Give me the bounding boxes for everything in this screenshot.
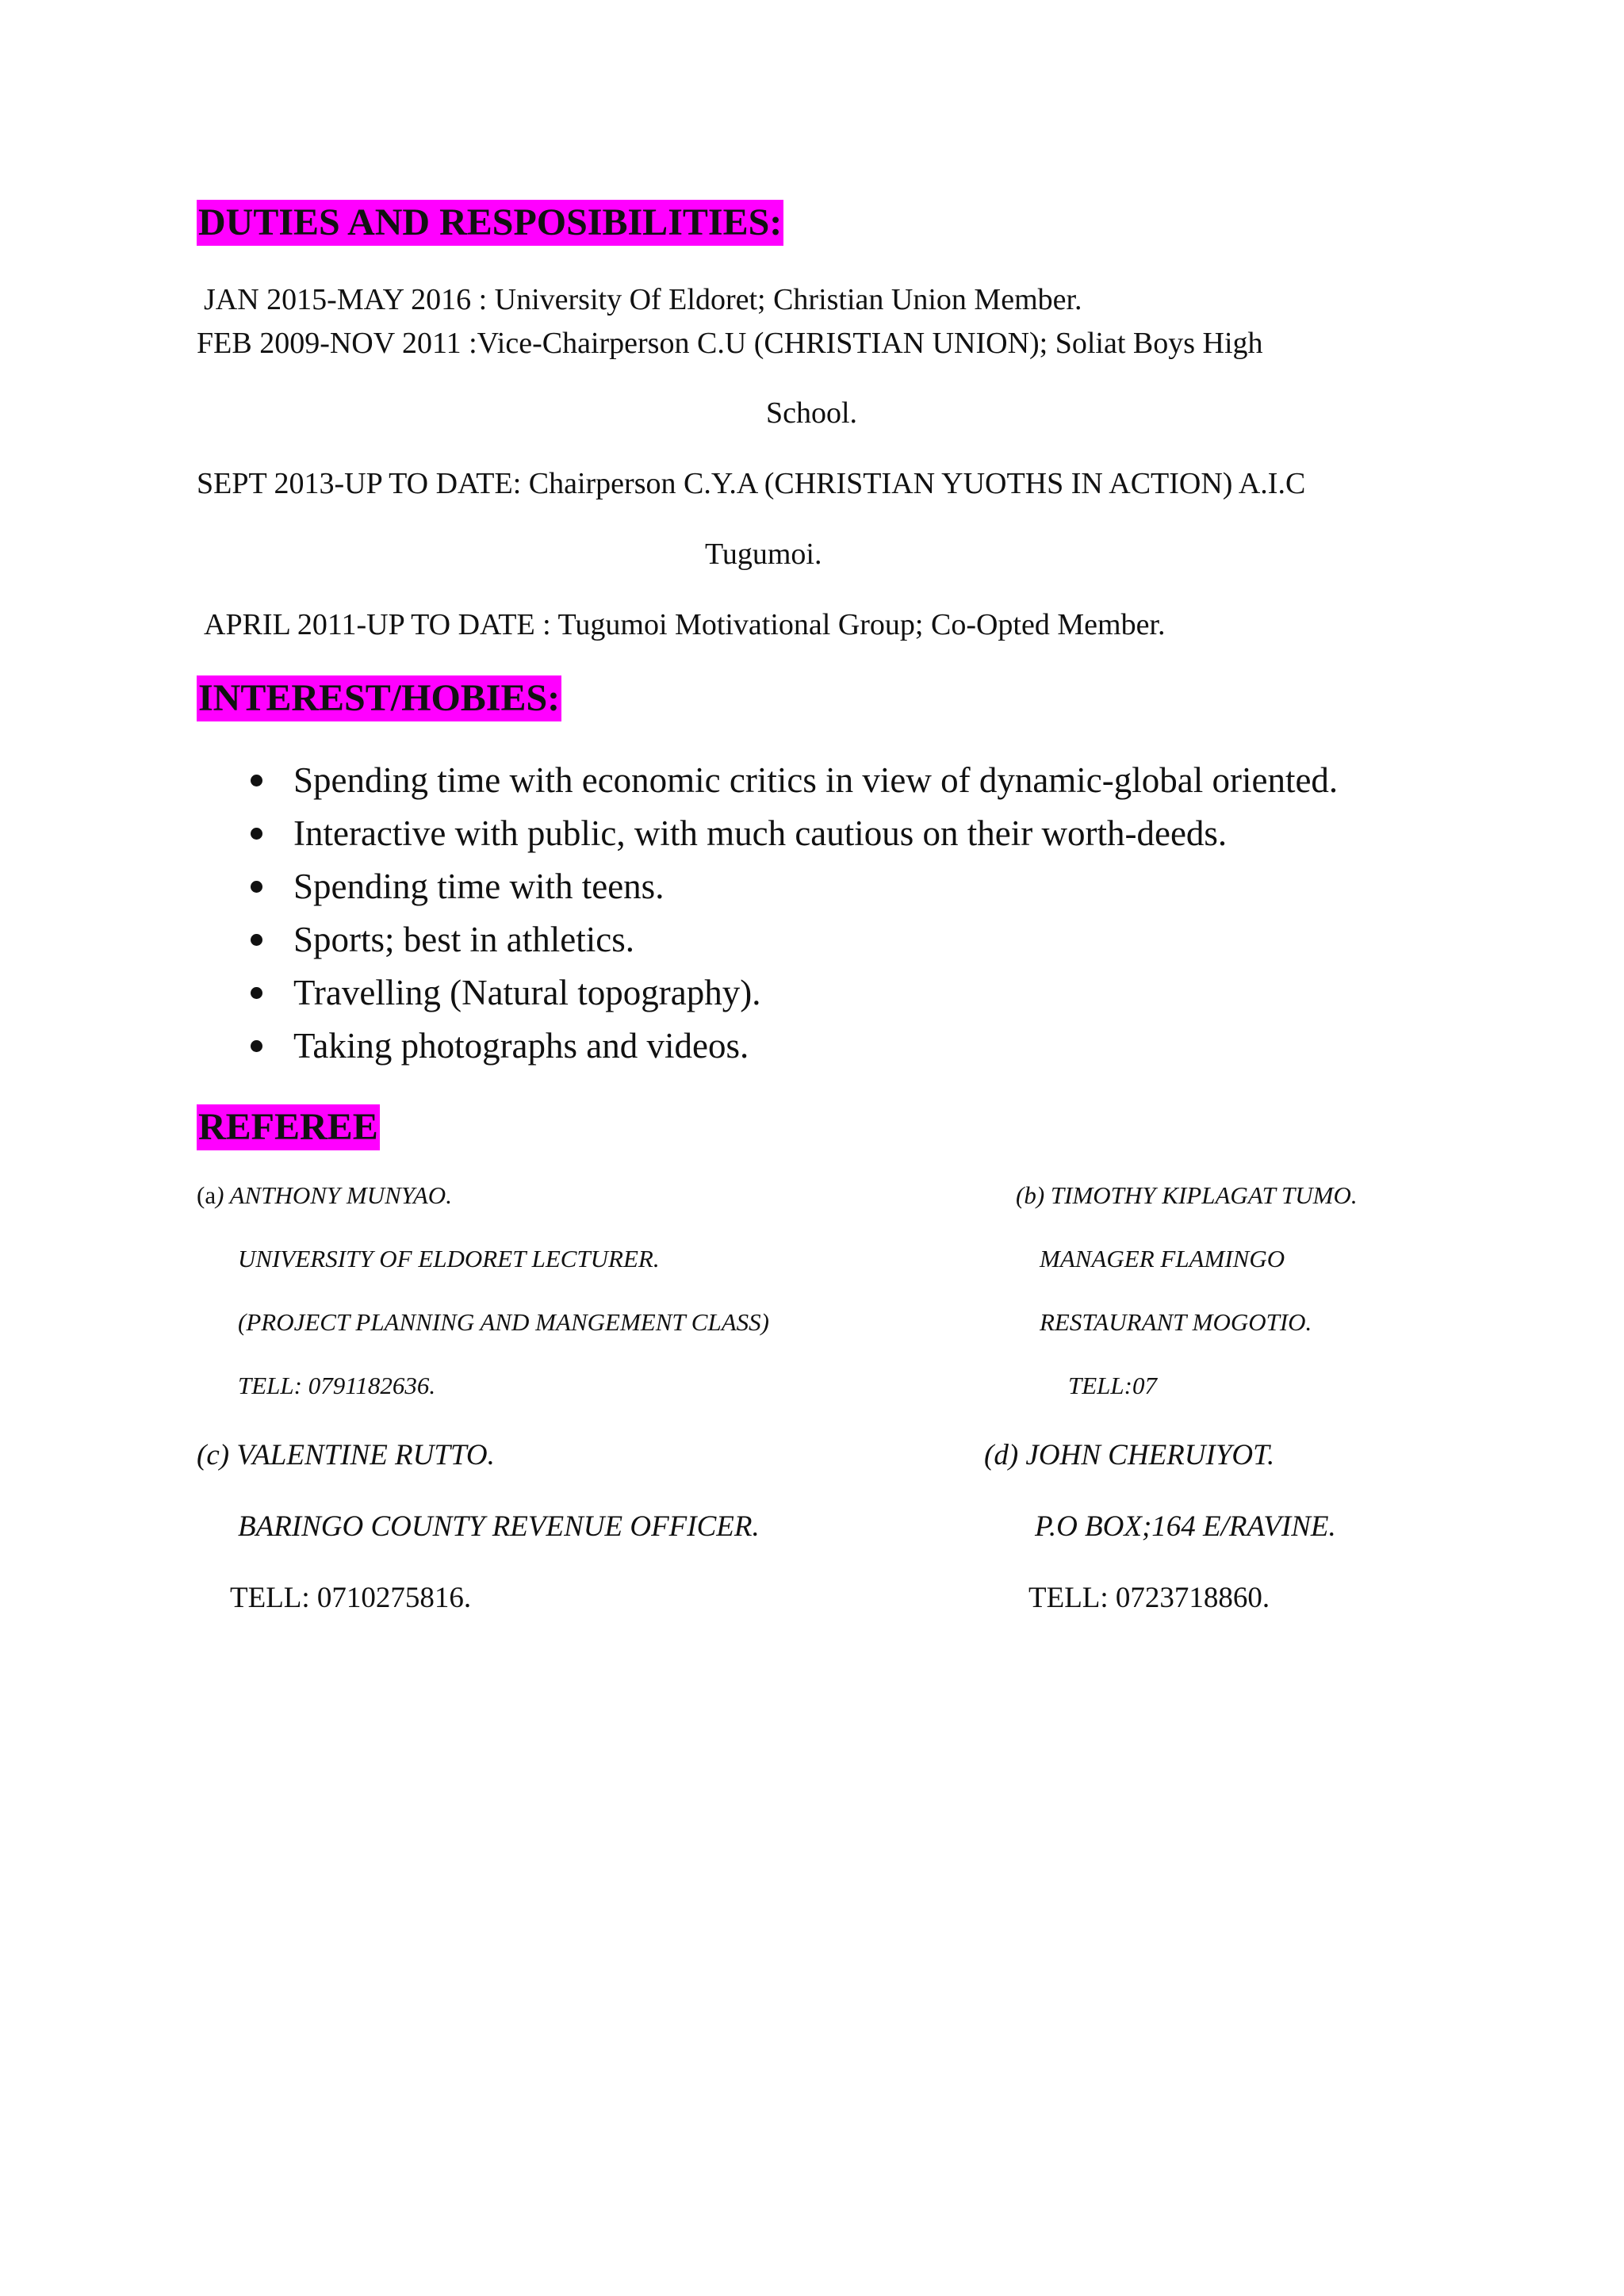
referee-c-name: (c) VALENTINE RUTTO. bbox=[197, 1439, 495, 1471]
referee-b-name: (b) TIMOTHY KIPLAGAT TUMO. bbox=[1016, 1181, 1358, 1209]
referee-a-name: (a) ANTHONY MUNYAO. bbox=[197, 1181, 452, 1209]
duty-line-5: Tugumoi. bbox=[705, 538, 822, 571]
duty-line-2: FEB 2009-NOV 2011 :Vice-Chairperson C.U (CHRISTIAN UNION); Soliat Boys High bbox=[197, 327, 1263, 360]
duty-line-3: School. bbox=[766, 396, 858, 430]
list-item: Travelling (Natural topography). bbox=[246, 966, 1338, 1020]
bullet-icon bbox=[251, 987, 262, 999]
duties-heading: DUTIES AND RESPOSIBILITIES: bbox=[197, 200, 783, 246]
referee-heading: REFEREE bbox=[197, 1104, 380, 1150]
list-item: Taking photographs and videos. bbox=[246, 1020, 1338, 1073]
bullet-icon bbox=[251, 934, 262, 946]
hobbies-list bbox=[246, 754, 1338, 1073]
duty-line-6: APRIL 2011-UP TO DATE : Tugumoi Motivational Group; Co-Opted Member. bbox=[204, 608, 1166, 641]
referee-b-line1: MANAGER FLAMINGO bbox=[1040, 1245, 1285, 1272]
referee-a-line1: UNIVERSITY OF ELDORET LECTURER. bbox=[238, 1245, 660, 1272]
referee-d-name: (d) JOHN CHERUIYOT. bbox=[984, 1439, 1275, 1471]
bullet-icon bbox=[251, 775, 262, 786]
referee-d-tel: TELL: 0723718860. bbox=[1028, 1582, 1270, 1614]
referee-c-line1: BARINGO COUNTY REVENUE OFFICER. bbox=[238, 1510, 760, 1543]
referee-c-tel: TELL: 0710275816. bbox=[230, 1582, 472, 1614]
list-item: Interactive with public, with much cautious on their worth-deeds. bbox=[246, 807, 1338, 860]
referee-b-tel: TELL:07 bbox=[1068, 1372, 1157, 1399]
referee-d-line1: P.O BOX;164 E/RAVINE. bbox=[1035, 1510, 1336, 1543]
bullet-icon bbox=[251, 1040, 262, 1052]
referee-a-tel: TELL: 0791182636. bbox=[238, 1372, 436, 1399]
bullet-icon bbox=[251, 881, 262, 893]
duty-line-1: JAN 2015-MAY 2016 : University Of Eldoret; Christian Union Member. bbox=[204, 283, 1082, 316]
list-item: Spending time with economic critics in view of dynamic-global oriented. bbox=[246, 754, 1338, 807]
referee-b-line2: RESTAURANT MOGOTIO. bbox=[1040, 1308, 1312, 1336]
list-item: Spending time with teens. bbox=[246, 860, 1338, 913]
bullet-icon bbox=[251, 828, 262, 840]
duty-line-4: SEPT 2013-UP TO DATE: Chairperson C.Y.A (CHRISTIAN YUOTHS IN ACTION) A.I.C bbox=[197, 467, 1306, 500]
list-item: Sports; best in athletics. bbox=[246, 913, 1338, 966]
interests-heading: INTEREST/HOBIES: bbox=[197, 675, 561, 721]
referee-a-line2: (PROJECT PLANNING AND MANGEMENT CLASS) bbox=[238, 1308, 769, 1336]
